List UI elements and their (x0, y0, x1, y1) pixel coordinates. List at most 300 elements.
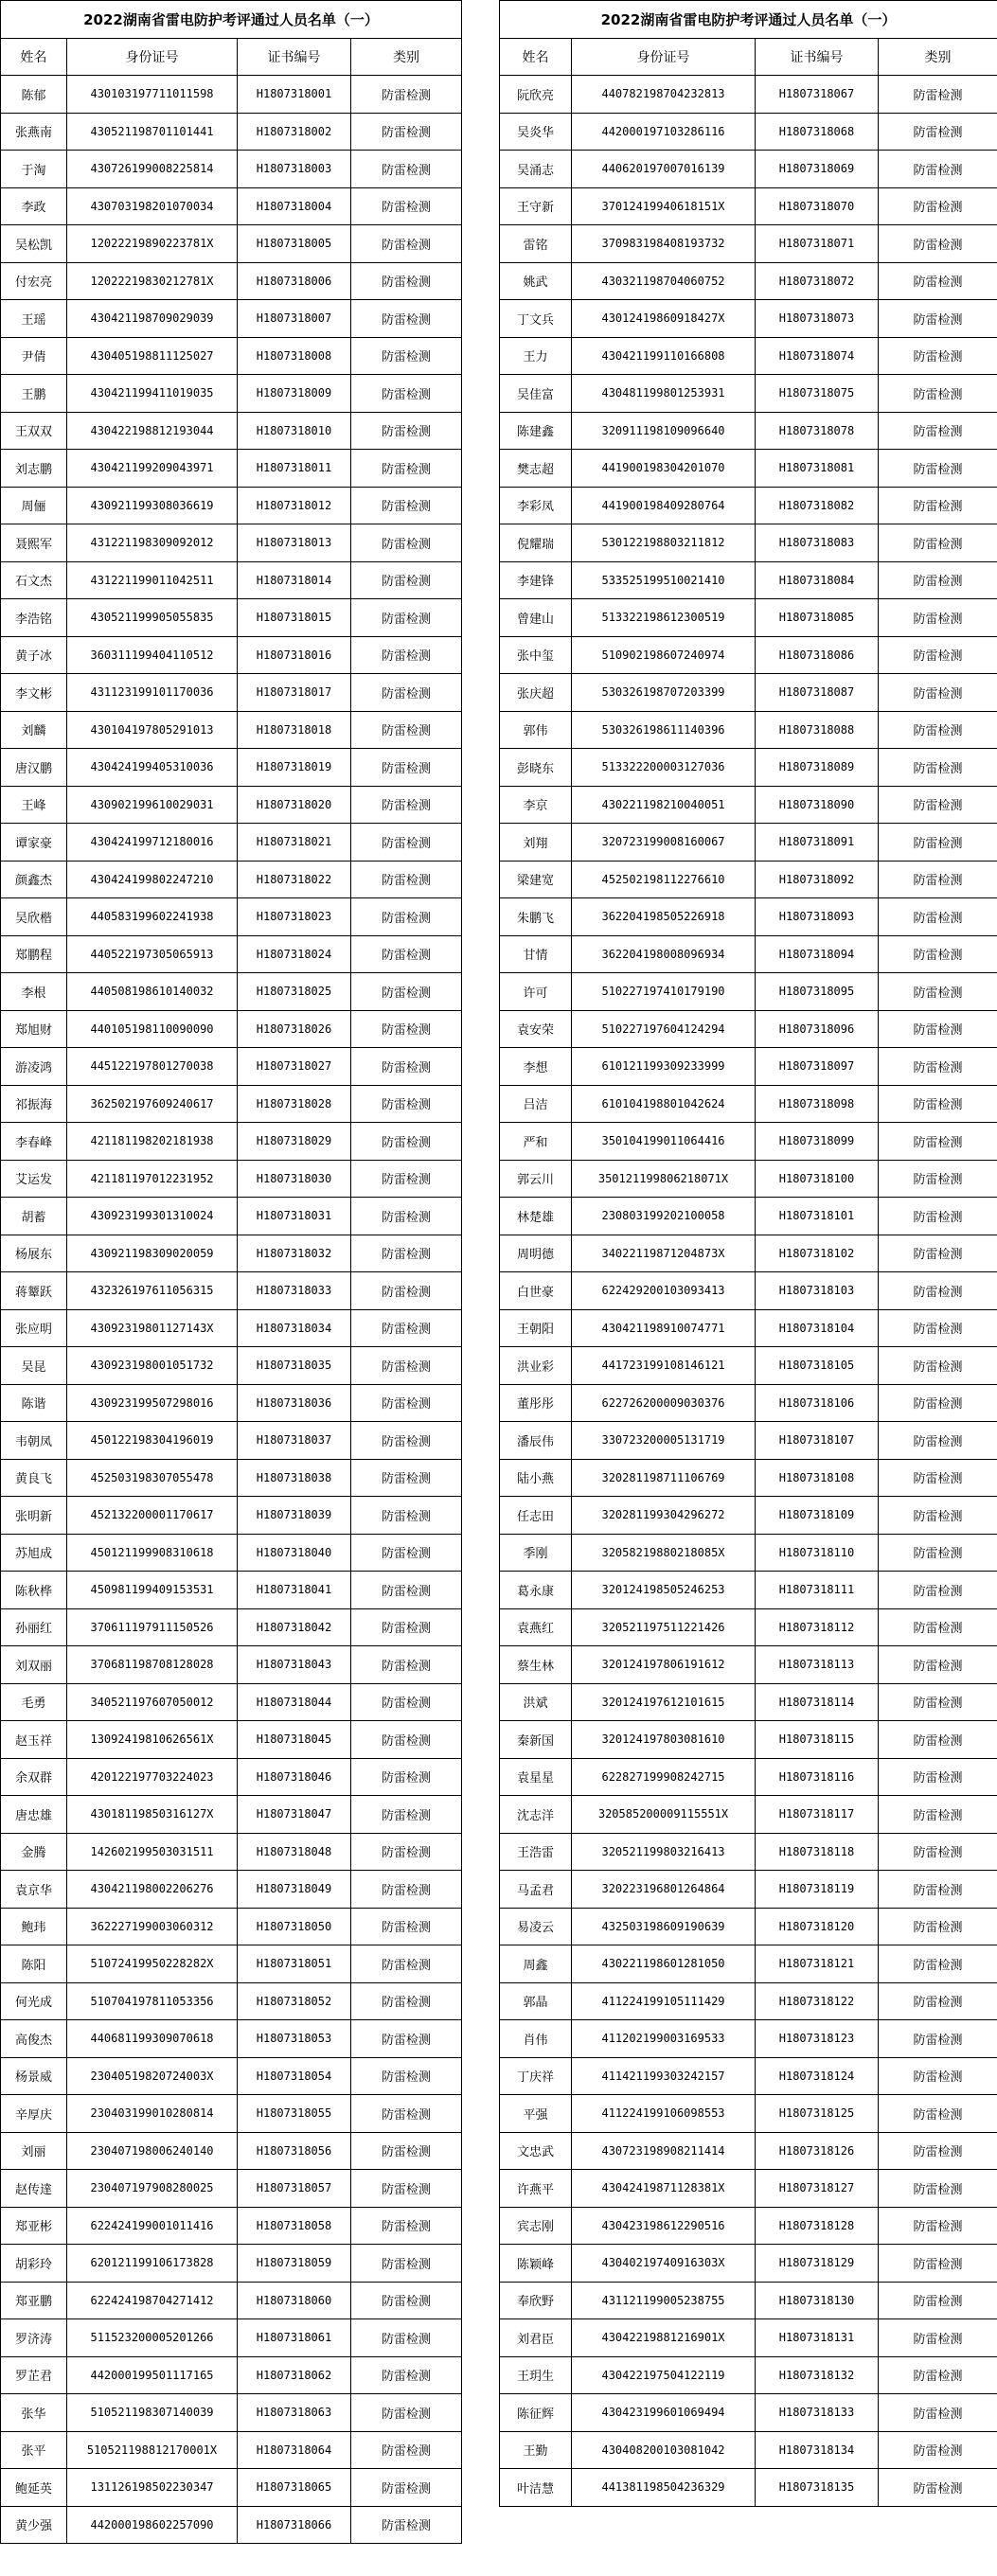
cell-category: 防雷检测 (879, 300, 997, 338)
table-row (500, 1721, 997, 1759)
cell-category: 防雷检测 (351, 113, 462, 151)
cell-certificate-number: H1807318024 (238, 935, 351, 973)
cell-certificate-number: H1807318112 (756, 1608, 879, 1646)
table-row (500, 1646, 997, 1684)
cell-certificate-number: H1807318095 (756, 973, 879, 1011)
cell-category: 防雷检测 (351, 1347, 462, 1385)
table-row (500, 337, 997, 375)
cell-id-number: 510704197811053356 (67, 1982, 238, 2020)
cell-id-number: 440681199309070618 (67, 2020, 238, 2058)
cell-id-number: 43042419871128381X (572, 2170, 756, 2208)
cell-name: 奉欣野 (500, 2282, 572, 2319)
cell-id-number: 12022219890223781X (67, 225, 238, 263)
header-certificate-number: 证书编号 (756, 39, 879, 76)
cell-id-number: 510521198812170001X (67, 2431, 238, 2469)
cell-name: 郭伟 (500, 711, 572, 749)
cell-id-number: 432503198609190639 (572, 1908, 756, 1945)
cell-id-number: 440105198110090090 (67, 1010, 238, 1048)
cell-category: 防雷检测 (351, 1646, 462, 1684)
cell-id-number: 32058219880218085X (572, 1534, 756, 1572)
cell-id-number: 430521199905055835 (67, 599, 238, 637)
cell-name: 王守新 (500, 187, 572, 225)
table-row (1, 1945, 462, 1983)
cell-name: 林楚雄 (500, 1198, 572, 1235)
cell-name: 刘双丽 (1, 1646, 67, 1684)
cell-id-number: 430723198908211414 (572, 2132, 756, 2170)
cell-name: 陈征辉 (500, 2394, 572, 2432)
cell-name: 李政 (1, 187, 67, 225)
cell-category: 防雷检测 (879, 1123, 997, 1161)
cell-certificate-number: H1807318033 (238, 1272, 351, 1310)
cell-name: 刘志鹏 (1, 450, 67, 488)
cell-name: 赵传達 (1, 2170, 67, 2208)
cell-category: 防雷检测 (879, 1758, 997, 1796)
cell-category: 防雷检测 (879, 599, 997, 637)
cell-id-number: 411224199105111429 (572, 1982, 756, 2020)
cell-id-number: 43018119850316127X (67, 1796, 238, 1834)
table-row (500, 262, 997, 300)
cell-name: 唐汉鹏 (1, 749, 67, 787)
cell-certificate-number: H1807318035 (238, 1347, 351, 1385)
cell-category: 防雷检测 (351, 1384, 462, 1422)
cell-certificate-number: H1807318058 (238, 2207, 351, 2245)
cell-category: 防雷检测 (879, 225, 997, 263)
table-row (1, 1309, 462, 1347)
cell-certificate-number: H1807318062 (238, 2356, 351, 2394)
cell-id-number: 350121199806218071X (572, 1160, 756, 1198)
cell-certificate-number: H1807318018 (238, 711, 351, 749)
cell-category: 防雷检测 (879, 1048, 997, 1086)
table-row (1, 674, 462, 712)
table-row (1, 2170, 462, 2208)
table-row (500, 636, 997, 674)
cell-name: 郭晶 (500, 1982, 572, 2020)
cell-certificate-number: H1807318015 (238, 599, 351, 637)
cell-id-number: 430923199507298016 (67, 1384, 238, 1422)
cell-category: 防雷检测 (351, 1123, 462, 1161)
cell-certificate-number: H1807318088 (756, 711, 879, 749)
cell-name: 王峰 (1, 786, 67, 824)
cell-certificate-number: H1807318003 (238, 151, 351, 188)
cell-name: 吴欣楷 (1, 898, 67, 936)
cell-category: 防雷检测 (351, 2170, 462, 2208)
cell-certificate-number: H1807318009 (238, 375, 351, 413)
cell-certificate-number: H1807318129 (756, 2245, 879, 2283)
table-row (1, 1646, 462, 1684)
cell-certificate-number: H1807318050 (238, 1908, 351, 1945)
cell-id-number: 320124197803081610 (572, 1721, 756, 1759)
cell-id-number: 370681198708128028 (67, 1646, 238, 1684)
cell-name: 文忠武 (500, 2132, 572, 2170)
table-row (1, 1048, 462, 1086)
table-row (500, 1272, 997, 1310)
cell-name: 李春峰 (1, 1123, 67, 1161)
cell-category: 防雷检测 (351, 1945, 462, 1983)
cell-name: 张庆超 (500, 674, 572, 712)
cell-id-number: 320223196801264864 (572, 1871, 756, 1909)
cell-certificate-number: H1807318007 (238, 300, 351, 338)
cell-id-number: 43012419860918427X (572, 300, 756, 338)
cell-name: 陈颖峰 (500, 2245, 572, 2283)
cell-certificate-number: H1807318016 (238, 636, 351, 674)
cell-category: 防雷检测 (879, 824, 997, 862)
cell-name: 张华 (1, 2394, 67, 2432)
cell-name: 袁燕红 (500, 1608, 572, 1646)
cell-certificate-number: H1807318038 (238, 1459, 351, 1497)
cell-name: 陈建鑫 (500, 412, 572, 450)
cell-name: 胡蓄 (1, 1198, 67, 1235)
cell-id-number: 430521198701101441 (67, 113, 238, 151)
table-row (1, 935, 462, 973)
cell-id-number: 370983198408193732 (572, 225, 756, 263)
cell-id-number: 12022219830212781X (67, 262, 238, 300)
table-row (1, 2207, 462, 2245)
table-row (1, 1534, 462, 1572)
cell-name: 梁建宽 (500, 861, 572, 898)
table-row (500, 2282, 997, 2319)
table-row (1, 1871, 462, 1909)
cell-certificate-number: H1807318131 (756, 2319, 879, 2357)
cell-category: 防雷检测 (351, 2095, 462, 2133)
cell-certificate-number: H1807318010 (238, 412, 351, 450)
cell-certificate-number: H1807318083 (756, 524, 879, 562)
cell-id-number: 513322198612300519 (572, 599, 756, 637)
cell-certificate-number: H1807318121 (756, 1945, 879, 1983)
table-row (500, 2431, 997, 2469)
table-row (500, 1048, 997, 1086)
cell-id-number: 430902199610029031 (67, 786, 238, 824)
cell-certificate-number: H1807318122 (756, 1982, 879, 2020)
table-row (500, 1198, 997, 1235)
cell-category: 防雷检测 (351, 2132, 462, 2170)
cell-name: 石文杰 (1, 561, 67, 599)
cell-name: 倪耀瑞 (500, 524, 572, 562)
cell-id-number: 430423198612290516 (572, 2207, 756, 2245)
table-row (1, 2020, 462, 2058)
cell-category: 防雷检测 (351, 337, 462, 375)
cell-name: 王浩雷 (500, 1833, 572, 1871)
cell-certificate-number: H1807318025 (238, 973, 351, 1011)
cell-id-number: 430422197504122119 (572, 2356, 756, 2394)
cell-name: 王朝阳 (500, 1309, 572, 1347)
cell-name: 周明德 (500, 1235, 572, 1272)
cell-name: 杨景威 (1, 2057, 67, 2095)
cell-id-number: 430424199405310036 (67, 749, 238, 787)
table-row (500, 1010, 997, 1048)
table-row (500, 76, 997, 114)
cell-certificate-number: H1807318132 (756, 2356, 879, 2394)
cell-category: 防雷检测 (879, 786, 997, 824)
cell-certificate-number: H1807318043 (238, 1646, 351, 1684)
cell-id-number: 440583199602241938 (67, 898, 238, 936)
table-row (1, 113, 462, 151)
cell-category: 防雷检测 (351, 2057, 462, 2095)
cell-certificate-number: H1807318126 (756, 2132, 879, 2170)
cell-id-number: 13092419810626561X (67, 1721, 238, 1759)
cell-category: 防雷检测 (879, 2245, 997, 2283)
cell-name: 樊志超 (500, 450, 572, 488)
cell-id-number: 622429200103093413 (572, 1272, 756, 1310)
cell-certificate-number: H1807318133 (756, 2394, 879, 2432)
cell-certificate-number: H1807318023 (238, 898, 351, 936)
table-row (1, 2282, 462, 2319)
cell-id-number: 430422198812193044 (67, 412, 238, 450)
cell-id-number: 430703198201070034 (67, 187, 238, 225)
cell-name: 李根 (1, 973, 67, 1011)
cell-category: 防雷检测 (879, 113, 997, 151)
cell-certificate-number: H1807318001 (238, 76, 351, 114)
cell-category: 防雷检测 (879, 412, 997, 450)
table-row (500, 861, 997, 898)
cell-id-number: 432326197611056315 (67, 1272, 238, 1310)
cell-name: 李想 (500, 1048, 572, 1086)
cell-id-number: 442000199501117165 (67, 2356, 238, 2394)
cell-id-number: 441900198304201070 (572, 450, 756, 488)
cell-id-number: 430221198210040051 (572, 786, 756, 824)
cell-id-number: 441900198409280764 (572, 487, 756, 524)
cell-certificate-number: H1807318065 (238, 2469, 351, 2507)
cell-certificate-number: H1807318091 (756, 824, 879, 862)
cell-id-number: 430221198601281050 (572, 1945, 756, 1983)
cell-certificate-number: H1807318022 (238, 861, 351, 898)
cell-name: 潘辰伟 (500, 1422, 572, 1460)
cell-id-number: 411224199106098553 (572, 2095, 756, 2133)
cell-name: 韦朝凤 (1, 1422, 67, 1460)
cell-id-number: 430923199301310024 (67, 1198, 238, 1235)
cell-name: 蔡生林 (500, 1646, 572, 1684)
cell-certificate-number: H1807318115 (756, 1721, 879, 1759)
table-row (1, 2431, 462, 2469)
cell-category: 防雷检测 (351, 412, 462, 450)
table-row (1, 1497, 462, 1535)
cell-id-number: 230407197908280025 (67, 2170, 238, 2208)
cell-name: 丁文兵 (500, 300, 572, 338)
cell-category: 防雷检测 (879, 1608, 997, 1646)
table-row (500, 1908, 997, 1945)
cell-category: 防雷检测 (351, 1572, 462, 1609)
cell-id-number: 431123199101170036 (67, 674, 238, 712)
cell-id-number: 362227199003060312 (67, 1908, 238, 1945)
cell-name: 赵玉祥 (1, 1721, 67, 1759)
table-row (1, 1683, 462, 1721)
table-row (500, 786, 997, 824)
cell-certificate-number: H1807318051 (238, 1945, 351, 1983)
cell-id-number: 610104198801042624 (572, 1085, 756, 1123)
cell-name: 陆小燕 (500, 1459, 572, 1497)
cell-certificate-number: H1807318052 (238, 1982, 351, 2020)
cell-certificate-number: H1807318027 (238, 1048, 351, 1086)
cell-certificate-number: H1807318008 (238, 337, 351, 375)
table-row (500, 487, 997, 524)
cell-name: 袁安荣 (500, 1010, 572, 1048)
cell-id-number: 350104199011064416 (572, 1123, 756, 1161)
cell-category: 防雷检测 (351, 1608, 462, 1646)
table-row (1, 861, 462, 898)
table-row (1, 1347, 462, 1385)
cell-category: 防雷检测 (351, 2207, 462, 2245)
table-row (500, 749, 997, 787)
left-header-row (1, 39, 462, 76)
cell-certificate-number: H1807318061 (238, 2319, 351, 2357)
cell-category: 防雷检测 (351, 711, 462, 749)
cell-certificate-number: H1807318107 (756, 1422, 879, 1460)
cell-category: 防雷检测 (879, 2207, 997, 2245)
table-row (1, 1384, 462, 1422)
cell-id-number: 442000198602257090 (67, 2506, 238, 2544)
cell-category: 防雷检测 (351, 861, 462, 898)
cell-category: 防雷检测 (351, 824, 462, 862)
cell-id-number: 441723199108146121 (572, 1347, 756, 1385)
right-table-body (500, 76, 997, 2507)
table-row (1, 1422, 462, 1460)
cell-id-number: 430421198002206276 (67, 1871, 238, 1909)
cell-certificate-number: H1807318070 (756, 187, 879, 225)
cell-category: 防雷检测 (879, 1572, 997, 1609)
cell-category: 防雷检测 (351, 786, 462, 824)
cell-name: 陈阳 (1, 1945, 67, 1983)
cell-name: 游凌鸿 (1, 1048, 67, 1086)
cell-category: 防雷检测 (879, 1721, 997, 1759)
cell-name: 郑亚彬 (1, 2207, 67, 2245)
table-row (500, 674, 997, 712)
cell-name: 郭云川 (500, 1160, 572, 1198)
table-row (500, 2207, 997, 2245)
table-row (500, 2394, 997, 2432)
cell-name: 鲍延英 (1, 2469, 67, 2507)
cell-certificate-number: H1807318002 (238, 113, 351, 151)
header-certificate-number: 证书编号 (238, 39, 351, 76)
cell-id-number: 431121199005238755 (572, 2282, 756, 2319)
table-row (1, 412, 462, 450)
cell-category: 防雷检测 (351, 1871, 462, 1909)
cell-category: 防雷检测 (351, 450, 462, 488)
cell-id-number: 362204198505226918 (572, 898, 756, 936)
table-row (500, 450, 997, 488)
cell-certificate-number: H1807318127 (756, 2170, 879, 2208)
cell-category: 防雷检测 (879, 76, 997, 114)
cell-certificate-number: H1807318118 (756, 1833, 879, 1871)
cell-id-number: 340521197607050012 (67, 1683, 238, 1721)
cell-category: 防雷检测 (879, 935, 997, 973)
table-row (500, 1982, 997, 2020)
cell-category: 防雷检测 (879, 861, 997, 898)
cell-category: 防雷检测 (351, 1982, 462, 2020)
cell-category: 防雷检测 (879, 1534, 997, 1572)
cell-certificate-number: H1807318089 (756, 749, 879, 787)
cell-category: 防雷检测 (879, 1459, 997, 1497)
cell-category: 防雷检测 (351, 1721, 462, 1759)
cell-category: 防雷检测 (879, 151, 997, 188)
cell-certificate-number: H1807318087 (756, 674, 879, 712)
table-row (1, 1908, 462, 1945)
table-row (500, 187, 997, 225)
cell-category: 防雷检测 (879, 1160, 997, 1198)
table-row (1, 636, 462, 674)
cell-name: 付宏亮 (1, 262, 67, 300)
cell-name: 吴涌志 (500, 151, 572, 188)
cell-name: 丁庆祥 (500, 2057, 572, 2095)
cell-id-number: 320723199008160067 (572, 824, 756, 862)
cell-id-number: 370611197911150526 (67, 1608, 238, 1646)
cell-id-number: 37012419940618151X (572, 187, 756, 225)
cell-id-number: 320281198711106769 (572, 1459, 756, 1497)
header-category: 类别 (879, 39, 997, 76)
cell-category: 防雷检测 (351, 636, 462, 674)
cell-id-number: 430421199209043971 (67, 450, 238, 488)
table-row (500, 1497, 997, 1535)
table-row (1, 1572, 462, 1609)
cell-certificate-number: H1807318040 (238, 1534, 351, 1572)
cell-id-number: 430726199008225814 (67, 151, 238, 188)
right-roster-table (499, 0, 997, 2507)
cell-id-number: 445122197801270038 (67, 1048, 238, 1086)
cell-name: 吴昆 (1, 1347, 67, 1385)
cell-certificate-number: H1807318119 (756, 1871, 879, 1909)
cell-category: 防雷检测 (351, 1160, 462, 1198)
cell-category: 防雷检测 (351, 151, 462, 188)
cell-certificate-number: H1807318074 (756, 337, 879, 375)
cell-id-number: 430104197805291013 (67, 711, 238, 749)
table-row (1, 599, 462, 637)
cell-category: 防雷检测 (879, 1085, 997, 1123)
cell-certificate-number: H1807318116 (756, 1758, 879, 1796)
cell-name: 吴佳富 (500, 375, 572, 413)
cell-certificate-number: H1807318064 (238, 2431, 351, 2469)
cell-name: 李浩铭 (1, 599, 67, 637)
cell-name: 郑旭财 (1, 1010, 67, 1048)
cell-certificate-number: H1807318086 (756, 636, 879, 674)
cell-id-number: 411421199303242157 (572, 2057, 756, 2095)
table-row (1, 1721, 462, 1759)
table-row (500, 1833, 997, 1871)
cell-name: 金腾 (1, 1833, 67, 1871)
cell-name: 余双群 (1, 1758, 67, 1796)
cell-category: 防雷检测 (879, 1235, 997, 1272)
cell-category: 防雷检测 (351, 749, 462, 787)
cell-certificate-number: H1807318012 (238, 487, 351, 524)
cell-name: 严和 (500, 1123, 572, 1161)
cell-category: 防雷检测 (879, 1272, 997, 1310)
cell-certificate-number: H1807318021 (238, 824, 351, 862)
cell-name: 鲍玮 (1, 1908, 67, 1945)
cell-category: 防雷检测 (351, 524, 462, 562)
table-row (1, 225, 462, 263)
cell-category: 防雷检测 (879, 1796, 997, 1834)
cell-id-number: 622424198704271412 (67, 2282, 238, 2319)
cell-name: 郑鹏程 (1, 935, 67, 973)
cell-certificate-number: H1807318005 (238, 225, 351, 263)
cell-id-number: 51072419950228282X (67, 1945, 238, 1983)
cell-id-number: 430421199110166808 (572, 337, 756, 375)
cell-name: 李京 (500, 786, 572, 824)
cell-name: 沈志洋 (500, 1796, 572, 1834)
cell-category: 防雷检测 (351, 1422, 462, 1460)
table-row (500, 113, 997, 151)
cell-category: 防雷检测 (351, 1833, 462, 1871)
cell-id-number: 452132200001170617 (67, 1497, 238, 1535)
cell-certificate-number: H1807318113 (756, 1646, 879, 1684)
cell-name: 张明新 (1, 1497, 67, 1535)
cell-name: 雷铭 (500, 225, 572, 263)
cell-name: 袁京华 (1, 1871, 67, 1909)
cell-id-number: 421181197012231952 (67, 1160, 238, 1198)
cell-name: 祁振海 (1, 1085, 67, 1123)
table-row (1, 786, 462, 824)
table-row (500, 2245, 997, 2283)
cell-category: 防雷检测 (879, 1347, 997, 1385)
cell-name: 孙丽红 (1, 1608, 67, 1646)
cell-certificate-number: H1807318085 (756, 599, 879, 637)
